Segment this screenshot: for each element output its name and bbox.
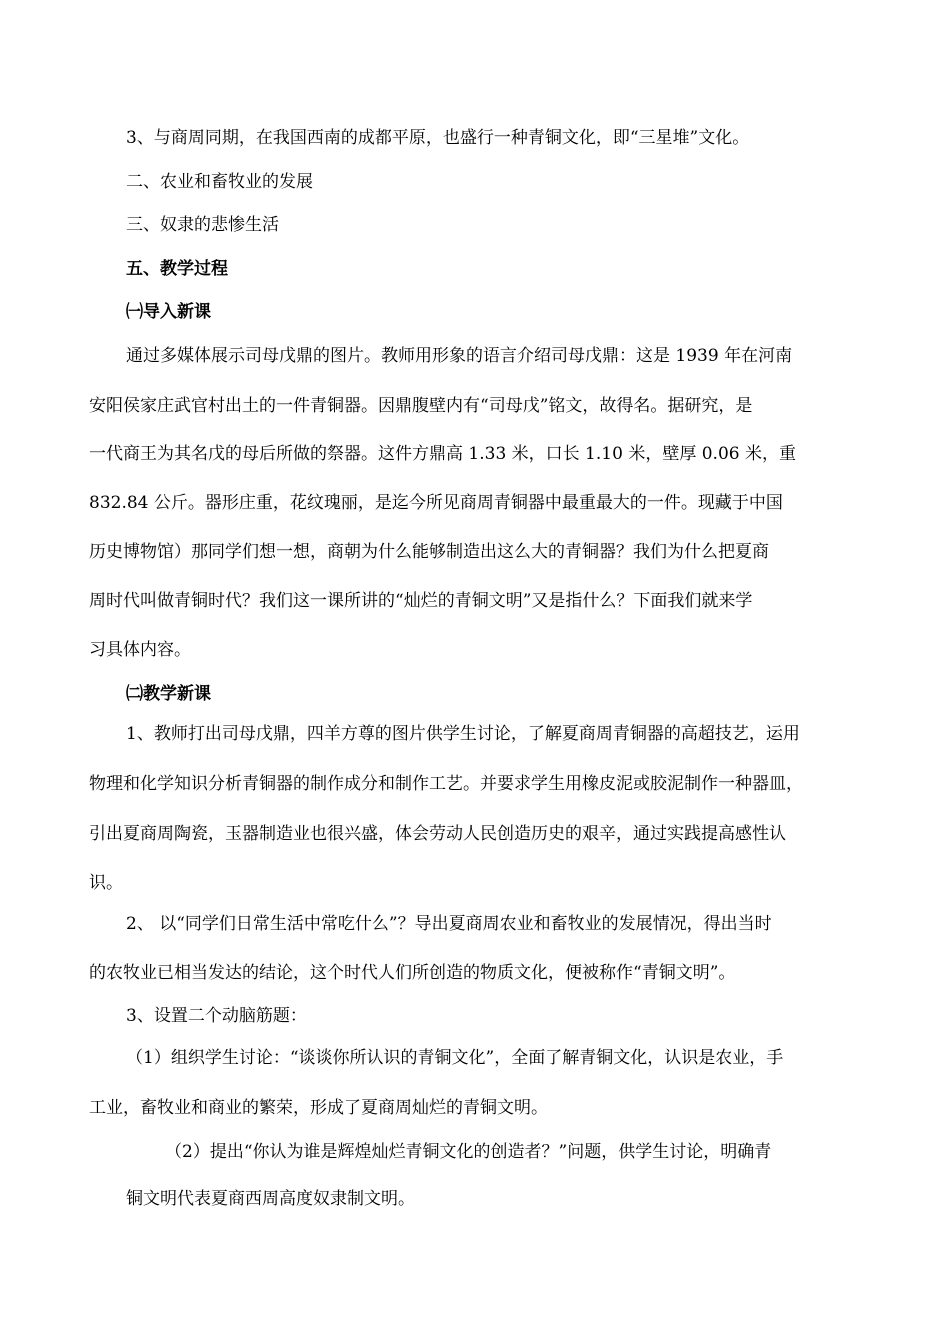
item1-line-1: 1、教师打出司母戊鼎，四羊方尊的图片供学生讨论，了解夏商周青铜器的高超技艺，运用 bbox=[126, 724, 800, 744]
paragraph-sanxingdui: 3、与商周同期，在我国西南的成都平原，也盛行一种青铜文化，即“三星堆”文化。 bbox=[126, 128, 750, 148]
intro-line-7: 习具体内容。 bbox=[89, 640, 191, 660]
intro-line-5: 历史博物馆）那同学们想一想，商朝为什么能够制造出这么大的青铜器？我们为什么把夏商 bbox=[89, 542, 769, 562]
item3-q2-line-2: 铜文明代表夏商西周高度奴隶制文明。 bbox=[126, 1189, 415, 1209]
item1-line-2: 物理和化学知识分析青铜器的制作成分和制作工艺。并要求学生用橡皮泥或胶泥制作一种器皿， bbox=[89, 774, 803, 794]
heading-intro: ㈠导入新课 bbox=[126, 302, 211, 322]
heading-slaves: 三、奴隶的悲惨生活 bbox=[126, 215, 279, 235]
heading-teaching-process: 五、教学过程 bbox=[126, 259, 228, 279]
item3-q1-line-2: 工业，畜牧业和商业的繁荣，形成了夏商周灿烂的青铜文明。 bbox=[89, 1098, 548, 1118]
item3-q2-line-1: （2）提出“你认为谁是辉煌灿烂青铜文化的创造者？”问题，供学生讨论，明确青 bbox=[165, 1142, 772, 1162]
intro-line-6: 周时代叫做青铜时代？我们这一课所讲的“灿烂的青铜文明”又是指什么？下面我们就来学 bbox=[89, 591, 753, 611]
intro-line-3: 一代商王为其名戊的母后所做的祭器。这件方鼎高 1.33 米，口长 1.10 米，壁厚 0.06 米，重 bbox=[89, 444, 796, 464]
intro-line-2: 安阳侯家庄武官村出土的一件青铜器。因鼎腹壁内有“司母戊”铭文，故得名。据研究，是 bbox=[89, 396, 753, 416]
intro-line-1: 通过多媒体展示司母戊鼎的图片。教师用形象的语言介绍司母戊鼎：这是 1939 年在河南 bbox=[126, 346, 793, 366]
item2-line-1: 2、 以“同学们日常生活中常吃什么”？导出夏商周农业和畜牧业的发展情况，得出当时 bbox=[126, 914, 772, 934]
item2-line-2: 的农牧业已相当发达的结论，这个时代人们所创造的物质文化，便被称作“青铜文明”。 bbox=[89, 963, 736, 983]
item3-q1-line-1: （1）组织学生讨论：“谈谈你所认识的青铜文化”，全面了解青铜文化，认识是农业，手 bbox=[126, 1048, 784, 1068]
item1-line-4: 识。 bbox=[89, 873, 123, 893]
intro-line-4: 832.84 公斤。器形庄重，花纹瑰丽，是迄今所见商周青铜器中最重最大的一件。现藏于中国 bbox=[89, 493, 783, 513]
item1-line-3: 引出夏商周陶瓷，玉器制造业也很兴盛，体会劳动人民创造历史的艰辛，通过实践提高感性认 bbox=[89, 824, 786, 844]
heading-agriculture: 二、农业和畜牧业的发展 bbox=[126, 172, 313, 192]
heading-new-lesson: ㈡教学新课 bbox=[126, 684, 211, 704]
item3-heading: 3、设置二个动脑筋题： bbox=[126, 1006, 307, 1026]
